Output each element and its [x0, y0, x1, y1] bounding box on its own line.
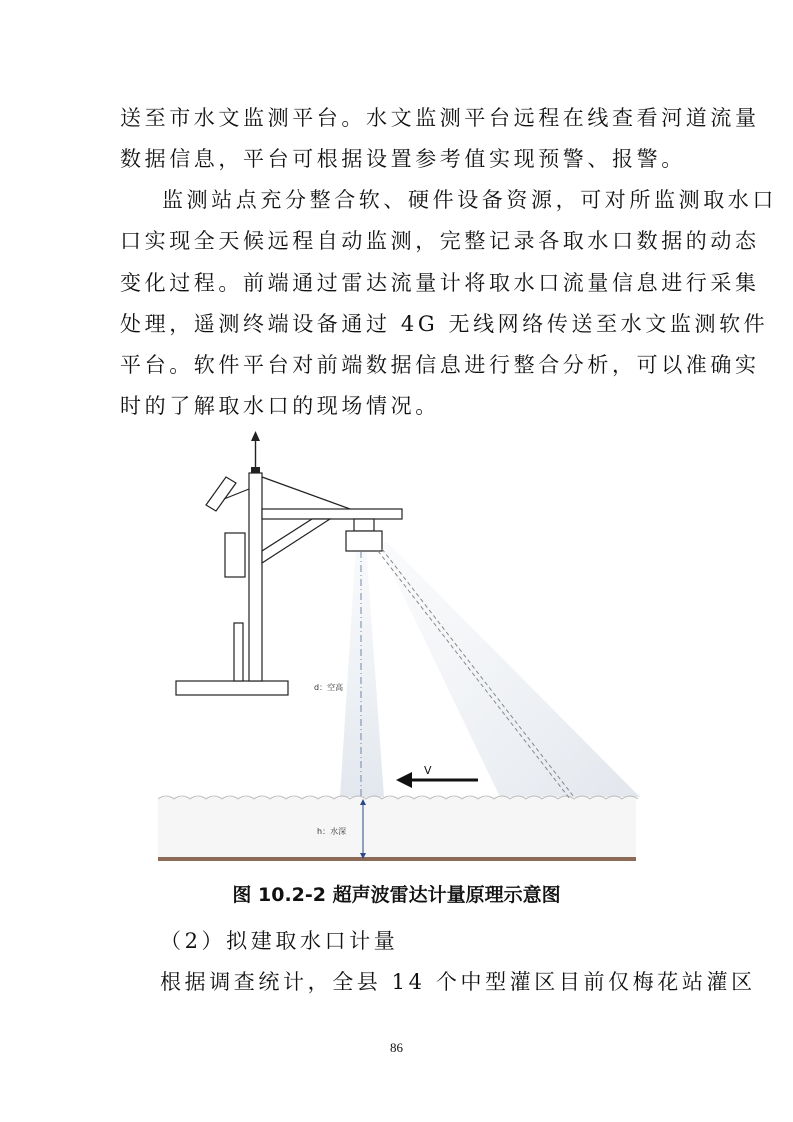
- text-line: 变化过程。前端通过雷达流量计将取水口流量信息进行采集: [120, 271, 760, 295]
- text-line: 口实现全天候远程自动监测，完整记录各取水口数据的动态: [120, 229, 760, 253]
- text-line: 送至市水文监测平台。水文监测平台远程在线查看河道流量: [120, 106, 760, 130]
- text-line: 处理，遥测终端设备通过 4G 无线网络传送至水文监测软件: [120, 312, 769, 336]
- radar-sensor: [346, 531, 382, 551]
- text-line: 平台。软件平台对前端数据信息进行整合分析，可以准确实: [120, 353, 760, 377]
- solar-panel: [206, 477, 236, 511]
- text-line: 时的了解取水口的现场情况。: [120, 394, 440, 418]
- mast: [249, 473, 262, 681]
- figure-caption: 图 10.2-2 超声波雷达计量原理示意图: [232, 884, 561, 906]
- radar-diagram: [0, 425, 793, 865]
- air-height-label: d：空高: [314, 683, 344, 692]
- support-brace: [262, 519, 330, 563]
- water-depth-label: h：水深: [317, 827, 347, 836]
- page-number: 86: [390, 1040, 403, 1055]
- short-post: [234, 623, 243, 681]
- vertical-beam: [340, 545, 384, 797]
- diagonal-beam: [378, 543, 640, 797]
- base-plate: [176, 681, 288, 695]
- text-line: 监测站点充分整合软、硬件设备资源，可对所监测取水口: [162, 188, 777, 212]
- velocity-label: V: [424, 764, 432, 777]
- cantilever-arm: [262, 509, 402, 519]
- lightning-rod-tip: [251, 431, 260, 441]
- text-line: 根据调查统计，全县 14 个中型灌区目前仅梅花站灌区: [160, 970, 756, 994]
- control-box: [225, 533, 245, 577]
- water-body: [158, 797, 636, 859]
- riverbed: [158, 857, 636, 861]
- section-heading: （2）拟建取水口计量: [160, 929, 399, 953]
- text-line: 数据信息，平台可根据设置参考值实现预警、报警。: [120, 147, 686, 171]
